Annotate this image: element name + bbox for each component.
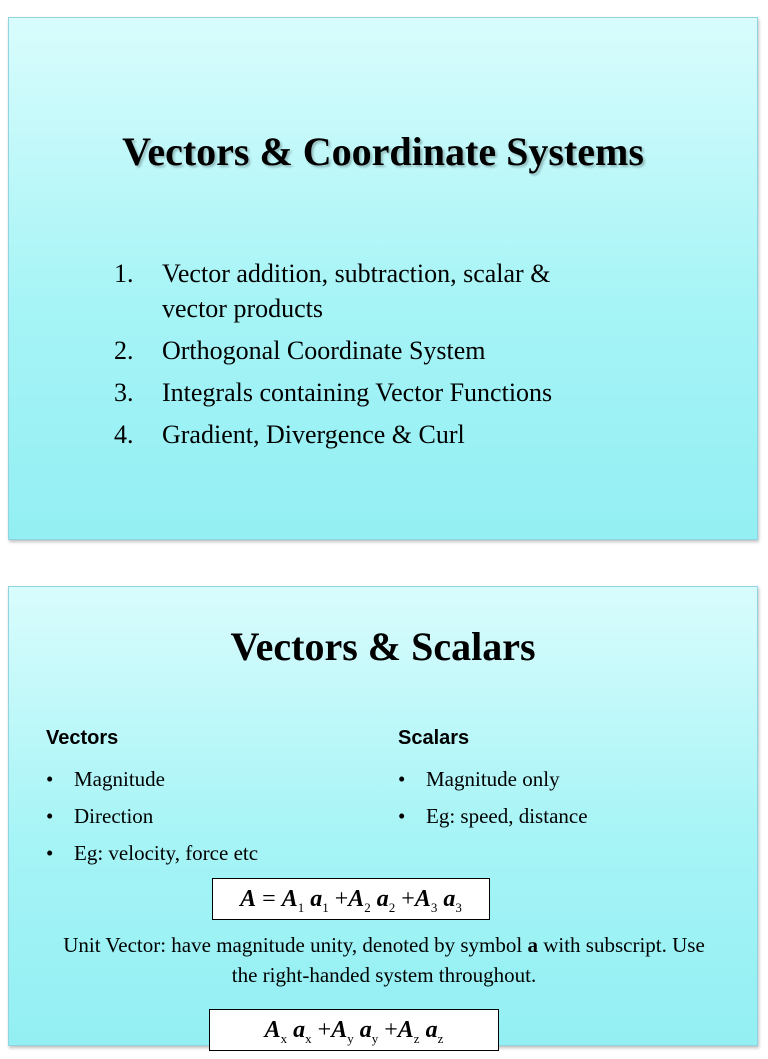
topic-list <box>114 256 674 459</box>
slide-title: Vectors & Coordinate Systems <box>122 129 644 174</box>
item-text: Vector addition, subtraction, scalar & vector products <box>162 259 551 323</box>
vectors-bullet-list <box>46 761 258 872</box>
item-number: 4. <box>114 420 134 449</box>
item-number: 1. <box>114 259 134 288</box>
list-item: • Direction <box>46 804 154 828</box>
list-item <box>114 333 674 368</box>
scalars-heading: Scalars <box>398 727 470 749</box>
item-text: Integrals containing Vector Functions <box>162 378 553 407</box>
list-item: • Magnitude <box>46 767 165 791</box>
scalars-bullet-list <box>398 761 588 835</box>
list-item: • Eg: speed, distance <box>398 804 588 828</box>
vectors-heading: Vectors <box>46 727 119 749</box>
slide-title: Vectors & Scalars <box>230 624 536 669</box>
list-item: • Magnitude only <box>398 767 560 791</box>
vector-equation: $A = A_1$ $a_1 +A_2$ $a_2 +A_3$ $a_3$ <box>212 878 490 920</box>
slide-vectors-coordinate-systems <box>8 17 758 540</box>
list-item <box>114 375 674 410</box>
list-item <box>114 417 674 452</box>
slide-vectors-scalars <box>8 586 758 1046</box>
list-item <box>114 256 674 326</box>
list-item: • Eg: velocity, force etc <box>46 841 259 865</box>
item-text: Gradient, Divergence & Curl <box>162 420 465 449</box>
cartesian-vector-equation: $A_x$ $a_x +A_y$ $a_y +A_z$ $a_z$ <box>209 1009 499 1051</box>
item-number: 2. <box>114 336 134 365</box>
item-text: Orthogonal Coordinate System <box>162 336 486 365</box>
unit-vector-note: Unit Vector: have magnitude unity, denoted by symbol a with subscript. Use the right-handed system throughout. <box>63 933 705 987</box>
item-number: 3. <box>114 378 134 407</box>
